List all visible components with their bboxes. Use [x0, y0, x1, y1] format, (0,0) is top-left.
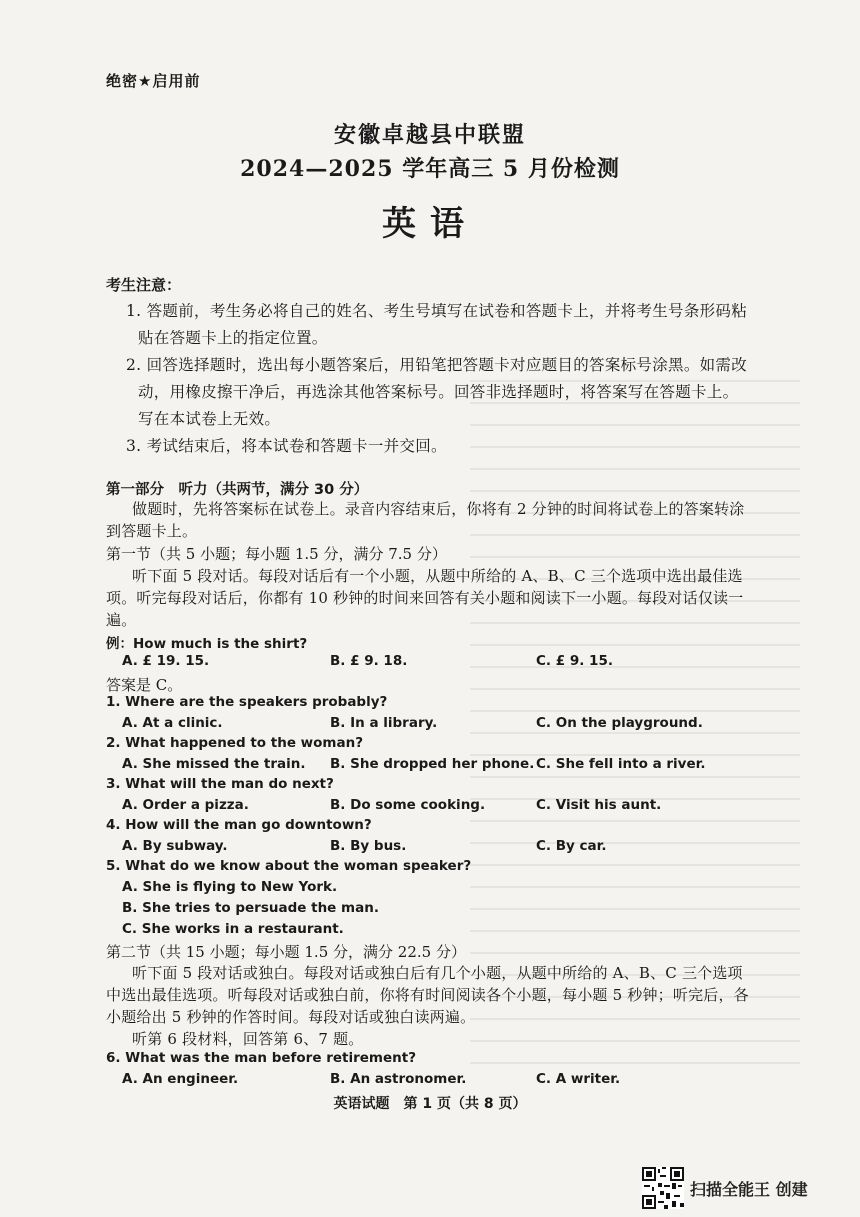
section2-heading: 第二节（共 15 小题；每小题 1.5 分，满分 22.5 分） — [106, 943, 466, 961]
q4-option-a: A. By subway. — [122, 838, 228, 854]
q5-option-b: B. She tries to persuade the man. — [122, 900, 379, 916]
question-6: 6. What was the man before retirement? — [106, 1050, 417, 1066]
scanner-watermark: 扫描全能王 创建 — [690, 1180, 808, 1199]
question-3: 3. What will the man do next? — [106, 776, 334, 792]
notice-item-2: 2. 回答选择题时，选出每小题答案后，用铅笔把答题卡对应题目的答案标号涂黑。如需改动，用橡皮擦干净后，再选涂其他答案标号。回答非选择题时，将答案写在答题卡上。写在本试卷上无效。 — [126, 356, 748, 428]
question-5: 5. What do we know about the woman speaker? — [106, 858, 472, 874]
q1-option-b: B. In a library. — [330, 715, 438, 731]
notice-item-3: 3. 考试结束后，将本试卷和答题卡一并交回。 — [126, 437, 447, 455]
q6-option-c: C. A writer. — [536, 1071, 621, 1087]
question-1: 1. Where are the speakers probably? — [106, 694, 388, 710]
notice-item-1: 1. 答题前，考生务必将自己的姓名、考生号填写在试卷和答题卡上，并将考生号条形码粘贴在答题卡上的指定位置。 — [126, 302, 748, 347]
q3-option-b: B. Do some cooking. — [330, 797, 486, 813]
material-6-note: 听第 6 段材料，回答第 6、7 题。 — [132, 1030, 364, 1048]
q1-option-c: C. On the playground. — [536, 715, 703, 731]
q3-option-c: C. Visit his aunt. — [536, 797, 662, 813]
q3-option-a: A. Order a pizza. — [122, 797, 249, 813]
part1-heading: 第一部分 听力（共两节，满分 30 分） — [106, 482, 369, 498]
question-4: 4. How will the man go downtown? — [106, 817, 372, 833]
q6-option-a: A. An engineer. — [122, 1071, 239, 1087]
section2-intro: 听下面 5 段对话或独白。每段对话或独白后有几个小题，从题中所给的 A、B、C 三个选项中选出最佳选项。听每段对话或独白前，你将有时间阅读各个小题，每小题 5 秒钟；听完后，各小题给出 5 秒钟的作答时间。每段对话或独白读两遍。 — [106, 964, 749, 1026]
q2-option-b: B. She dropped her phone. — [330, 756, 535, 772]
part1-intro: 做题时，先将答案标在试卷上。录音内容结束后，你将有 2 分钟的时间将试卷上的答案转涂到答题卡上。 — [106, 500, 745, 540]
example-answer: 答案是 C。 — [106, 676, 183, 694]
question-2: 2. What happened to the woman? — [106, 735, 364, 751]
subject-title: 英语 — [382, 204, 478, 244]
secret-label: 绝密★启用前 — [106, 72, 201, 90]
q5-option-a: A. She is flying to New York. — [122, 879, 338, 895]
section1-intro: 听下面 5 段对话。每段对话后有一个小题，从题中所给的 A、B、C 三个选项中选出最佳选项。听完每段对话后，你都有 10 秒钟的时间来回答有关小题和阅读下一小题。每段对话仅读一遍。 — [106, 567, 744, 629]
example-option-b: B. £ 9. 18. — [330, 653, 408, 669]
notice-heading: 考生注意： — [106, 276, 182, 294]
qr-code-icon — [642, 1167, 684, 1209]
exam-title: 2024—2025 学年高三 5 月份检测 — [240, 156, 620, 182]
q2-option-a: A. She missed the train. — [122, 756, 306, 772]
alliance-title: 安徽卓越县中联盟 — [333, 122, 526, 148]
example-option-a: A. £ 19. 15. — [122, 653, 210, 669]
q5-option-c: C. She works in a restaurant. — [122, 921, 344, 937]
q6-option-b: B. An astronomer. — [330, 1071, 467, 1087]
example-question: 例：How much is the shirt? — [106, 636, 308, 652]
q2-option-c: C. She fell into a river. — [536, 756, 706, 772]
example-option-c: C. £ 9. 15. — [536, 653, 613, 669]
q4-option-c: C. By car. — [536, 838, 607, 854]
page-footer: 英语试题 第 1 页（共 8 页） — [333, 1096, 527, 1112]
q1-option-a: A. At a clinic. — [122, 715, 223, 731]
q4-option-b: B. By bus. — [330, 838, 407, 854]
section1-heading: 第一节（共 5 小题；每小题 1.5 分，满分 7.5 分） — [106, 545, 447, 563]
